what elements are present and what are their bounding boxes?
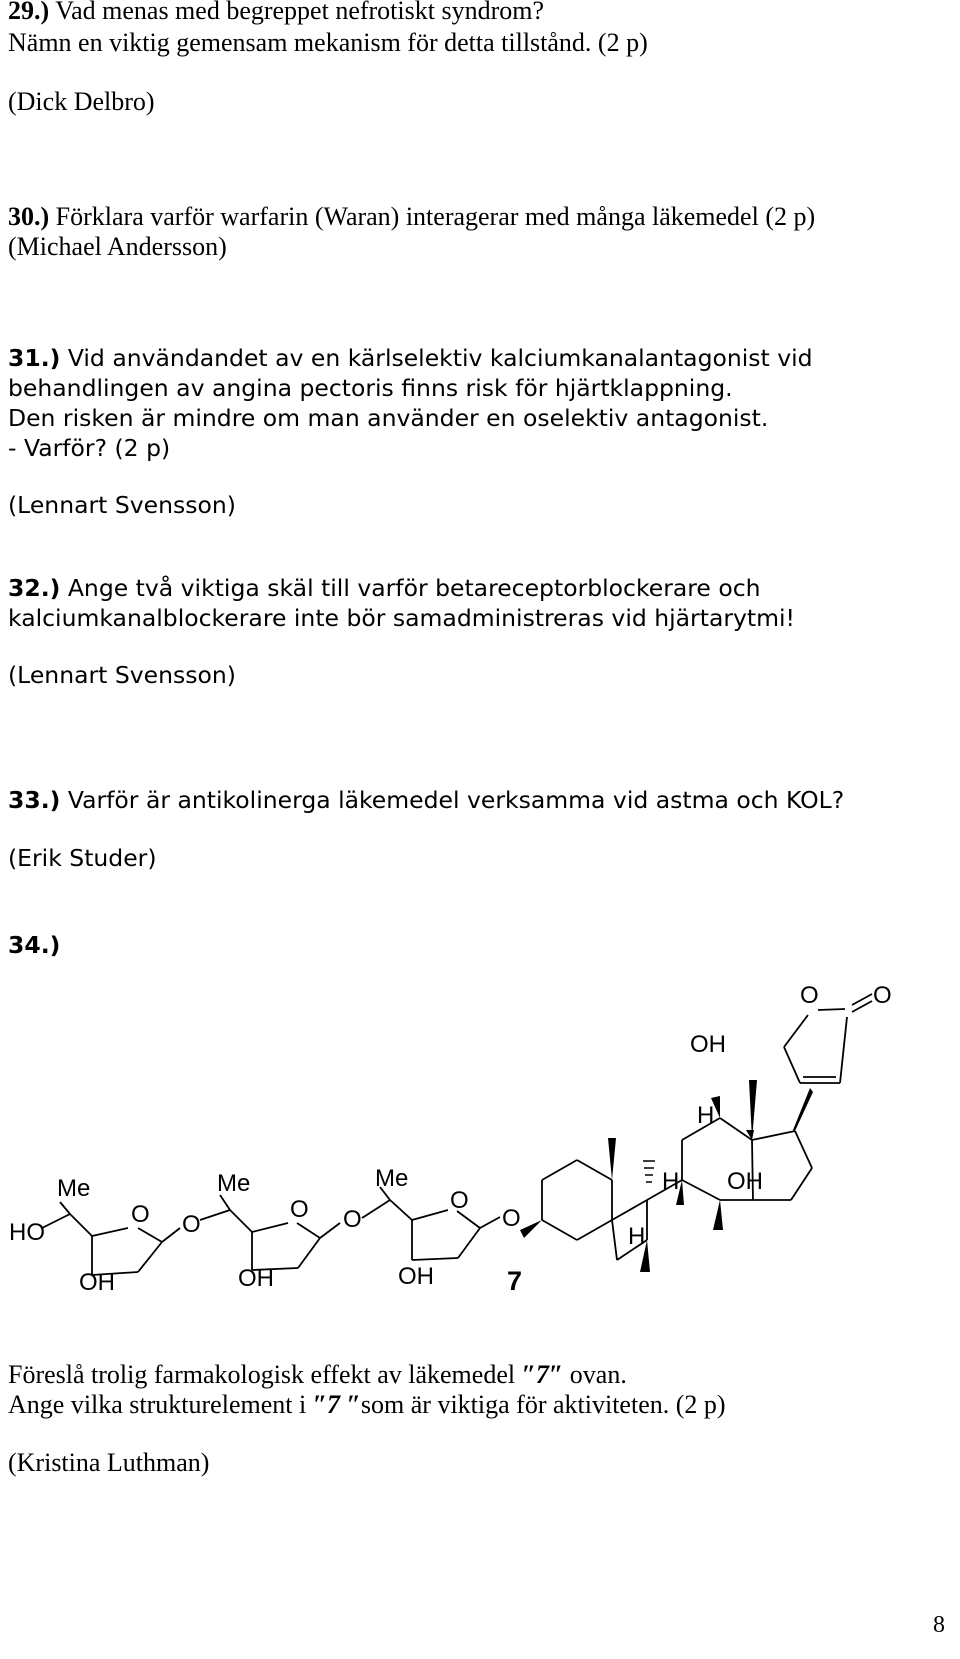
lactone-ring-oxygen: O: [800, 982, 819, 1009]
link-oxygen-1: O: [182, 1211, 201, 1238]
q34-line1: [8, 1360, 627, 1390]
q34-line1-compound: ″7″: [521, 1360, 564, 1389]
hydrogen-c9: H: [662, 1168, 680, 1195]
sugar1-hydroxyl: OH: [79, 1269, 115, 1296]
hydroxyl-c14: OH: [727, 1168, 763, 1195]
q34-line2: [8, 1390, 726, 1420]
q29-text: Vad menas med begreppet nefrotiskt syndrom?: [49, 0, 545, 25]
sugar3-ring-oxygen: O: [450, 1187, 469, 1214]
q30-text: Förklara varför warfarin (Waran) interagerar med många läkemedel (2 p): [49, 202, 816, 231]
q29-line1: [8, 0, 544, 26]
cardiac-glycoside-structure: [0, 982, 960, 1340]
q33-text: Varför är antikolinerga läkemedel verksamma vid astma och KOL?: [60, 786, 845, 814]
q31-author: (Lennart Svensson): [8, 491, 236, 519]
q31-number: 31.): [8, 344, 61, 372]
q34-line2-compound: ″7 ″: [312, 1390, 361, 1419]
q32-author: (Lennart Svensson): [8, 661, 236, 689]
lactone-carbonyl-oxygen: O: [873, 982, 892, 1009]
lactone-bonds: [784, 994, 872, 1083]
q30-author: (Michael Andersson): [8, 232, 227, 261]
hydrogen-c5: H: [628, 1223, 646, 1250]
q34-line1-text-a: Föreslå trolig farmakologisk effekt av läkemedel: [8, 1360, 522, 1389]
sugar2-hydroxyl: OH: [238, 1265, 274, 1292]
q34-author: (Kristina Luthman): [8, 1448, 210, 1477]
q33-number: 33.): [8, 786, 61, 814]
q31-line4: - Varför? (2 p): [8, 434, 171, 462]
hydroxyl-c12: OH: [690, 1031, 726, 1058]
q34-number: 34.): [8, 931, 61, 959]
sugar3-hydroxyl: OH: [398, 1263, 434, 1290]
q34-line1-text-c: ovan.: [563, 1360, 627, 1389]
q34-line2-text-c: som är viktiga för aktiviteten. (2 p): [360, 1390, 726, 1419]
sugar2-ring-oxygen: O: [290, 1196, 309, 1223]
compound-label: 7: [507, 1266, 523, 1296]
q31-line1: [8, 343, 813, 373]
q31-text: Vid användandet av en kärlselektiv kalciumkanalantagonist vid: [60, 344, 813, 372]
sugar-bonds: [42, 1187, 500, 1275]
q30-number: 30.): [8, 202, 50, 231]
q34-number-line: [8, 930, 60, 960]
terminal-hydroxyl: HO: [9, 1219, 45, 1246]
hashed-bond: [643, 1161, 655, 1182]
sugar1-methyl: Me: [57, 1175, 91, 1202]
q32-line1: [8, 573, 761, 603]
hydrogen-c8: H: [697, 1102, 715, 1129]
q32-number: 32.): [8, 574, 61, 602]
link-oxygen-2: O: [343, 1206, 362, 1233]
q32-text: Ange två viktiga skäl till varför betareceptorblockerare och: [60, 574, 761, 602]
q33-author: (Erik Studer): [8, 844, 157, 872]
q31-line3: Den risken är mindre om man använder en oselektiv antagonist.: [8, 404, 769, 432]
q30-line1: [8, 202, 815, 232]
q31-line2: behandlingen av angina pectoris finns risk för hjärtklappning.: [8, 374, 733, 402]
q33-line1: [8, 785, 844, 815]
glycosidic-oxygen: O: [502, 1205, 521, 1232]
page-number: 8: [933, 1612, 945, 1638]
sugar3-methyl: Me: [375, 1165, 409, 1192]
sugar2-methyl: Me: [217, 1170, 251, 1197]
q34-line2-text-a: Ange vilka strukturelement i: [8, 1390, 313, 1419]
q29-number: 29.): [8, 0, 50, 25]
q29-line2: Nämn en viktig gemensam mekanism för detta tillstånd. (2 p): [8, 28, 648, 57]
q32-line2: kalciumkanalblockerare inte bör samadministreras vid hjärtarytmi!: [8, 604, 795, 632]
q29-author: (Dick Delbro): [8, 87, 155, 116]
sugar1-ring-oxygen: O: [131, 1201, 150, 1228]
